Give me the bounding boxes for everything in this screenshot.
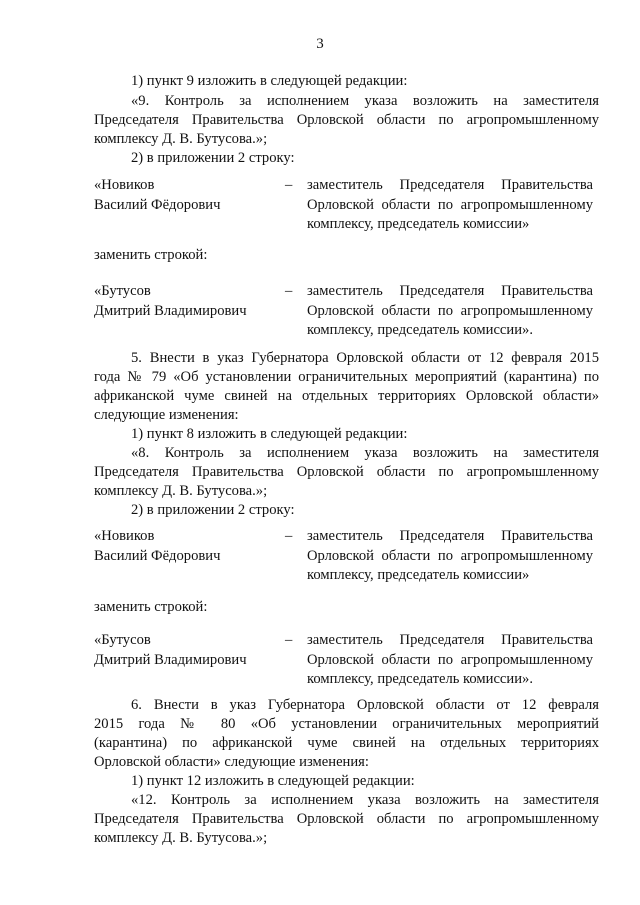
paragraph-line: африканской чуме свиней на отдельных территориях Орловской области» — [94, 388, 599, 404]
entry-surname: «Новиков — [94, 528, 155, 544]
entry-description-line: Орловской области по агропромышленному — [307, 196, 593, 213]
paragraph-line: Орловской области» следующие изменения: — [94, 754, 369, 770]
entry-description-line: заместитель Председателя Правительства — [307, 632, 593, 648]
entry-dash: – — [285, 632, 293, 648]
appendix-entry-name — [94, 631, 284, 670]
appendix-entry-description — [307, 176, 593, 235]
page-number: 3 — [316, 36, 324, 52]
paragraph-line: 5. Внести в указ Губернатора Орловской области от 12 февраля 2015 — [131, 350, 599, 366]
paragraph-line: комплексу Д. В. Бутусова.»; — [94, 131, 268, 147]
appendix-entry-name — [94, 527, 284, 566]
paragraph-line: 6. Внести в указ Губернатора Орловской области от 12 февраля — [131, 697, 599, 713]
paragraph-line: «9. Контроль за исполнением указа возложить на заместителя — [131, 93, 599, 109]
paragraph-line: заменить строкой: — [94, 599, 208, 615]
paragraph-line: 2) в приложении 2 строку: — [131, 502, 295, 518]
appendix-entry-description — [307, 527, 593, 586]
entry-dash: – — [285, 283, 293, 299]
entry-dash: – — [285, 528, 293, 544]
paragraph-line: 2015 года № 80 «Об установлении ограничительных мероприятий — [94, 716, 599, 732]
entry-given-names: Дмитрий Владимирович — [94, 651, 247, 668]
entry-surname: «Новиков — [94, 177, 155, 193]
entry-description-line: заместитель Председателя Правительства — [307, 177, 593, 193]
appendix-entry-description — [307, 282, 593, 341]
paragraph-line: (карантина) по африканской чуме свиней на отдельных территориях — [94, 735, 599, 751]
paragraph-line: Председателя Правительства Орловской области по агропромышленному — [94, 112, 599, 128]
paragraph-line: 2) в приложении 2 строку: — [131, 150, 295, 166]
entry-description-line: комплексу, председатель комиссии». — [307, 671, 533, 687]
paragraph-line: комплексу Д. В. Бутусова.»; — [94, 483, 268, 499]
entry-surname: «Бутусов — [94, 283, 151, 299]
appendix-entry-description — [307, 631, 593, 690]
entry-description-line: комплексу, председатель комиссии» — [307, 567, 530, 583]
paragraph-line: «12. Контроль за исполнением указа возложить на заместителя — [131, 792, 599, 808]
entry-description-line: комплексу, председатель комиссии». — [307, 322, 533, 338]
paragraph-line: Председателя Правительства Орловской области по агропромышленному — [94, 811, 599, 827]
paragraph-line: 1) пункт 8 изложить в следующей редакции: — [131, 426, 408, 442]
entry-description-line: заместитель Председателя Правительства — [307, 528, 593, 544]
entry-description-line: заместитель Председателя Правительства — [307, 283, 593, 299]
paragraph-line: Председателя Правительства Орловской области по агропромышленному — [94, 464, 599, 480]
paragraph-line: комплексу Д. В. Бутусова.»; — [94, 830, 268, 846]
entry-dash: – — [285, 177, 293, 193]
paragraph-line: заменить строкой: — [94, 247, 208, 263]
appendix-entry-name — [94, 282, 284, 321]
paragraph-line: «8. Контроль за исполнением указа возложить на заместителя — [131, 445, 599, 461]
entry-surname: «Бутусов — [94, 632, 151, 648]
paragraph-line: 1) пункт 12 изложить в следующей редакции: — [131, 773, 415, 789]
entry-description-line: комплексу, председатель комиссии» — [307, 216, 530, 232]
entry-description-line: Орловской области по агропромышленному — [307, 651, 593, 668]
entry-description-line: Орловской области по агропромышленному — [307, 302, 593, 319]
paragraph-line: следующие изменения: — [94, 407, 239, 423]
entry-description-line: Орловской области по агропромышленному — [307, 547, 593, 564]
paragraph-line: 1) пункт 9 изложить в следующей редакции: — [131, 73, 408, 89]
entry-given-names: Дмитрий Владимирович — [94, 302, 247, 319]
paragraph-line: года № 79 «Об установлении ограничительных мероприятий (карантина) по — [94, 369, 599, 385]
entry-given-names: Василий Фёдорович — [94, 196, 221, 213]
appendix-entry-name — [94, 176, 284, 215]
entry-given-names: Василий Фёдорович — [94, 547, 221, 564]
